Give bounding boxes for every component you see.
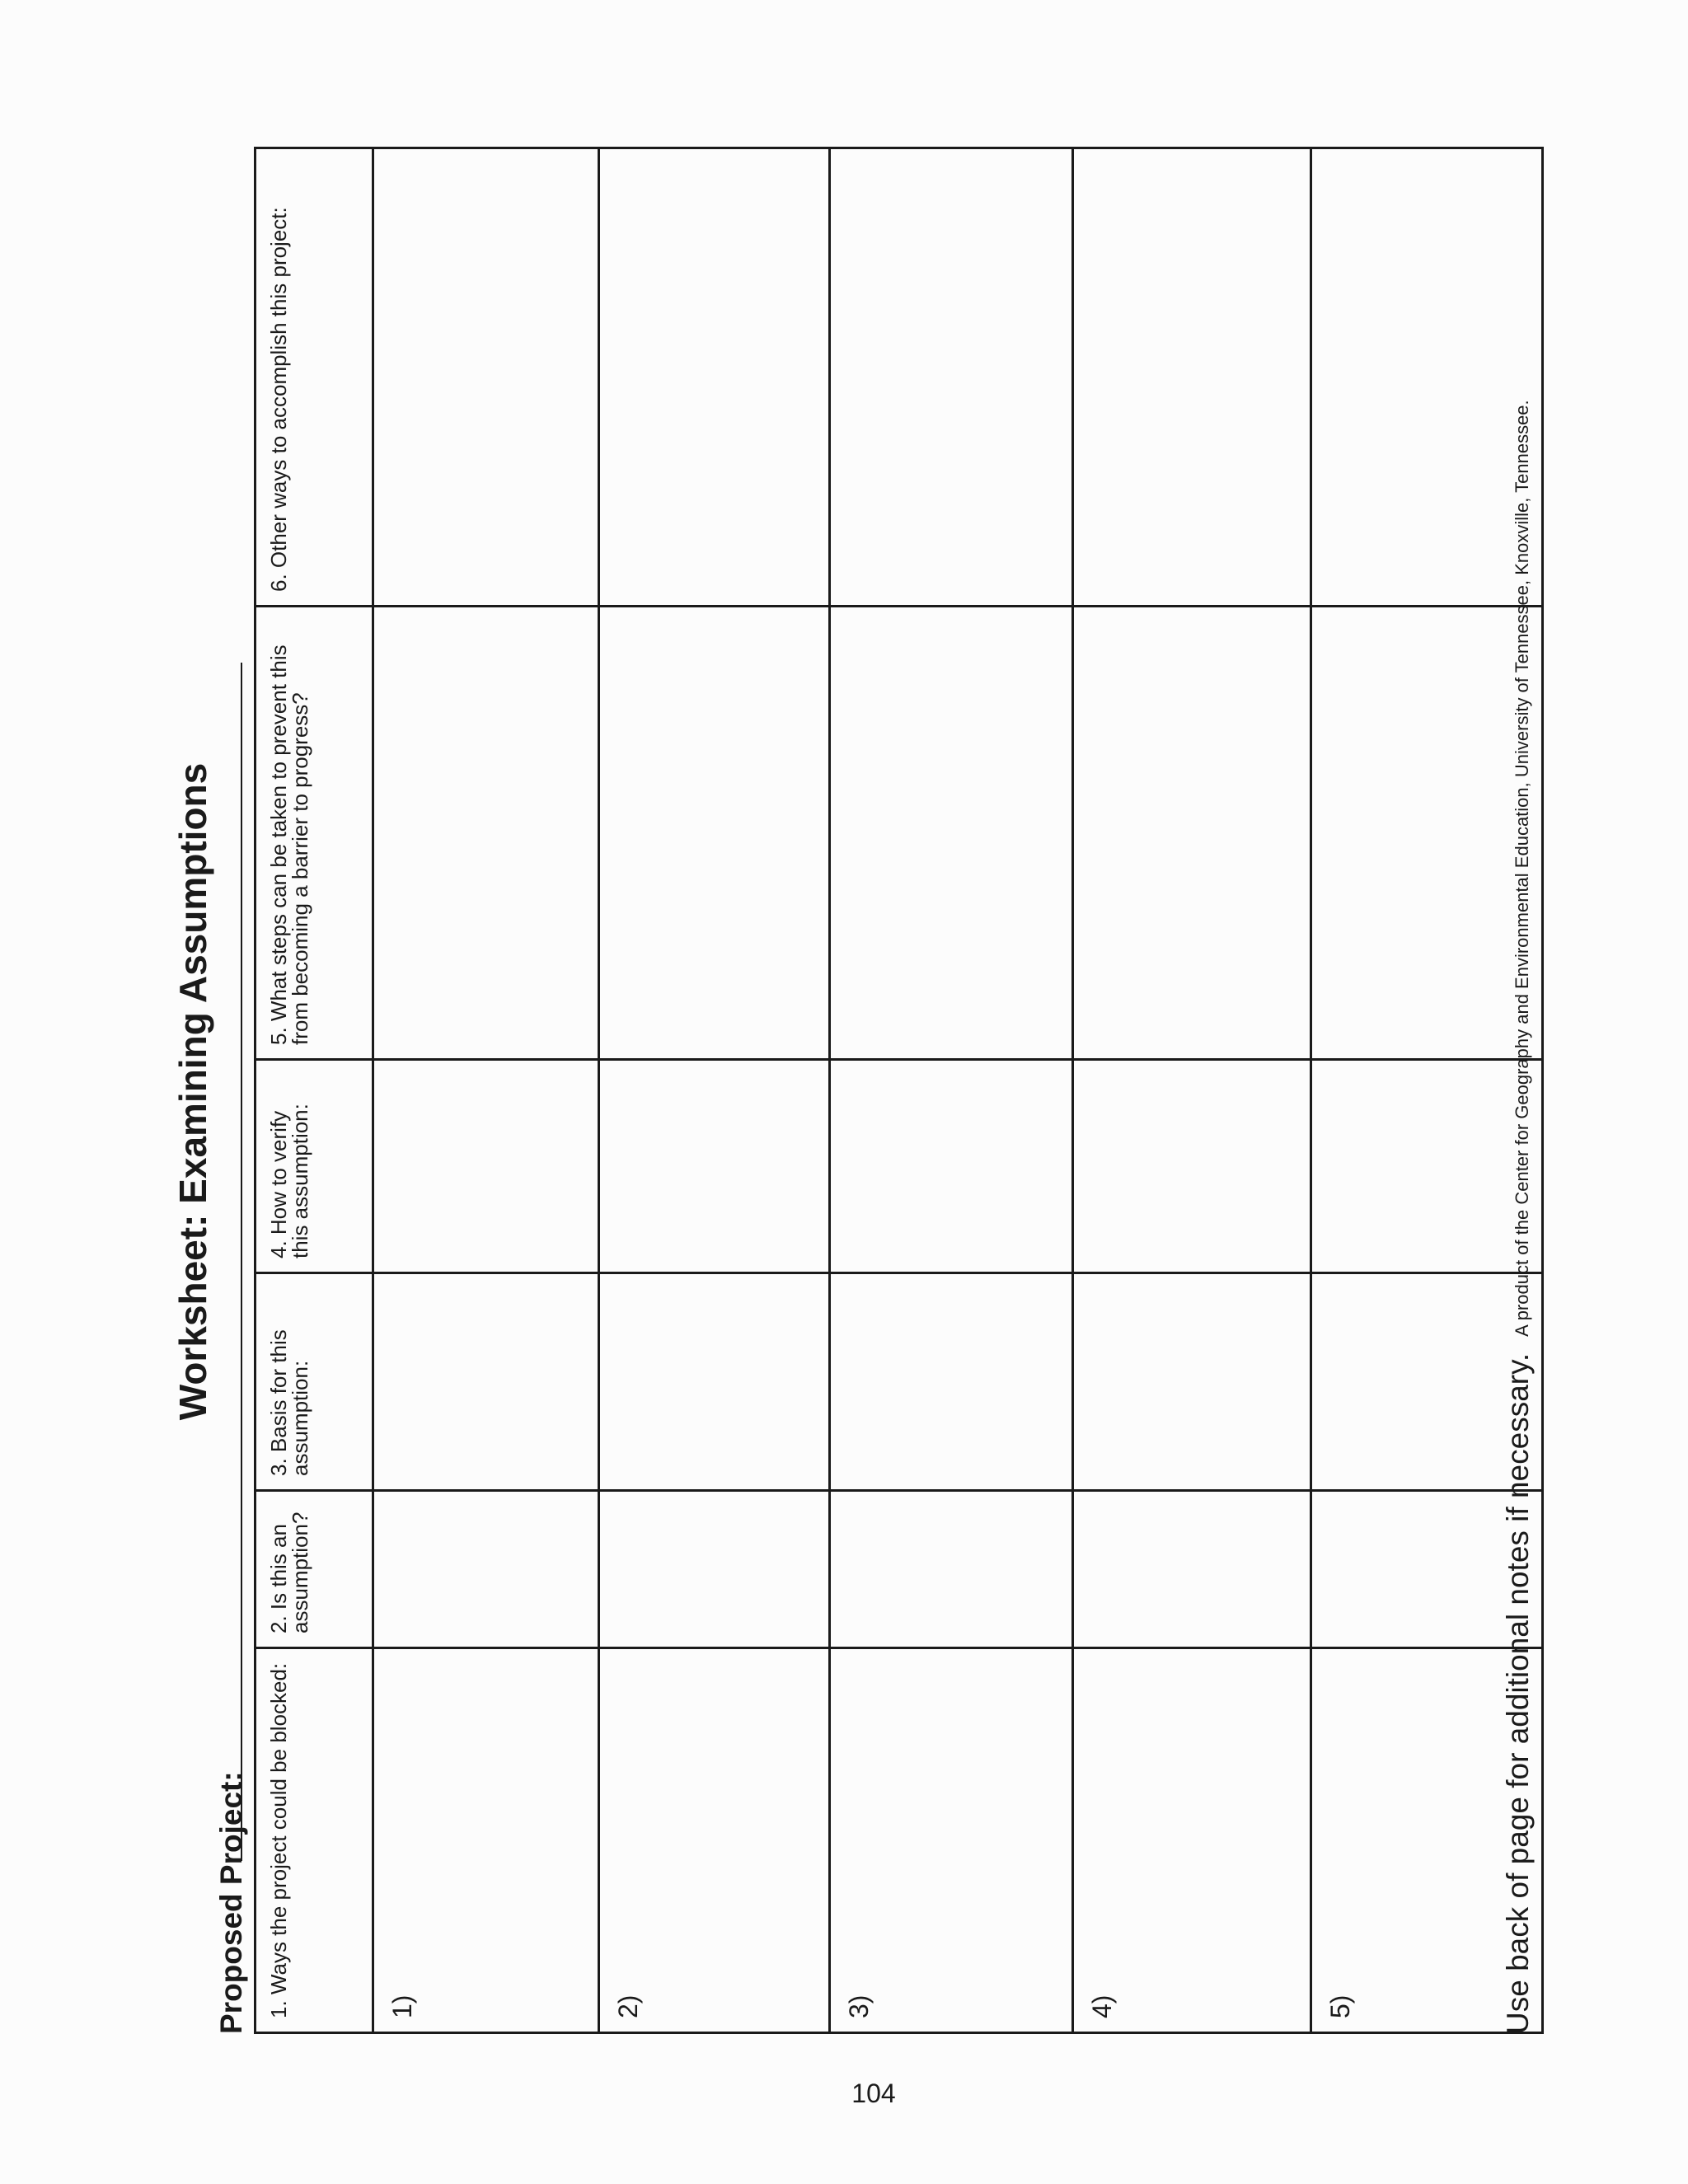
answer-cell[interactable] xyxy=(1073,148,1311,607)
row-label-cell[interactable] xyxy=(829,1648,1073,2033)
column-header: 5. What steps can be taken to prevent this from becoming a barrier to progress? xyxy=(256,607,373,1060)
column-header: 6. Other ways to accomplish this project: xyxy=(256,148,373,607)
table-row xyxy=(829,148,1073,2033)
row-number: 2) xyxy=(612,1994,643,2018)
footer-note: Use back of page for additional notes if necessary. xyxy=(1501,1352,1535,2034)
page-number: 104 xyxy=(851,2079,896,2108)
answer-cell[interactable] xyxy=(373,1273,599,1491)
row-number: 4) xyxy=(1087,1994,1118,2018)
footer xyxy=(1499,400,1537,2034)
column-header: 2. Is this an assumption? xyxy=(256,1491,373,1648)
row-label-cell[interactable] xyxy=(373,1648,599,2033)
row-number: 1) xyxy=(387,1994,417,2018)
answer-cell[interactable] xyxy=(829,148,1073,607)
answer-cell[interactable] xyxy=(598,1060,829,1273)
header-row xyxy=(256,148,373,2033)
table-row xyxy=(598,148,829,2033)
answer-cell[interactable] xyxy=(598,1491,829,1648)
table-row xyxy=(1073,148,1311,2033)
answer-cell[interactable] xyxy=(1073,1060,1311,1273)
assumptions-table xyxy=(254,147,1544,2034)
worksheet xyxy=(168,149,1535,2034)
column-header: 1. Ways the project could be blocked: xyxy=(256,1648,373,2033)
footer-credit: A product of the Center for Geography and Environmental Education, University of Tennessee, Knoxville, Tennessee. xyxy=(1512,400,1532,1337)
answer-cell[interactable] xyxy=(598,1273,829,1491)
answer-cell[interactable] xyxy=(598,148,829,607)
row-label-cell[interactable] xyxy=(1073,1648,1311,2033)
answer-cell[interactable] xyxy=(373,148,599,607)
answer-cell[interactable] xyxy=(829,1060,1073,1273)
answer-cell[interactable] xyxy=(373,607,599,1060)
row-number: 5) xyxy=(1325,1994,1356,2018)
table-row xyxy=(373,148,599,2033)
row-number: 3) xyxy=(843,1994,874,2018)
answer-cell[interactable] xyxy=(1073,1491,1311,1648)
proposed-project-line xyxy=(241,663,242,1861)
column-header: 4. How to verify this assumption: xyxy=(256,1060,373,1273)
answer-cell[interactable] xyxy=(1073,1273,1311,1491)
answer-cell[interactable] xyxy=(598,607,829,1060)
answer-cell[interactable] xyxy=(829,1491,1073,1648)
column-header: 3. Basis for this assumption: xyxy=(256,1273,373,1491)
answer-cell[interactable] xyxy=(373,1060,599,1273)
answer-cell[interactable] xyxy=(373,1491,599,1648)
row-label-cell[interactable] xyxy=(598,1648,829,2033)
answer-cell[interactable] xyxy=(829,607,1073,1060)
worksheet-title: Worksheet: Examining Assumptions xyxy=(171,762,214,1421)
answer-cell[interactable] xyxy=(1073,607,1311,1060)
answer-cell[interactable] xyxy=(829,1273,1073,1491)
proposed-project-label: Proposed Project: xyxy=(214,1771,248,2034)
